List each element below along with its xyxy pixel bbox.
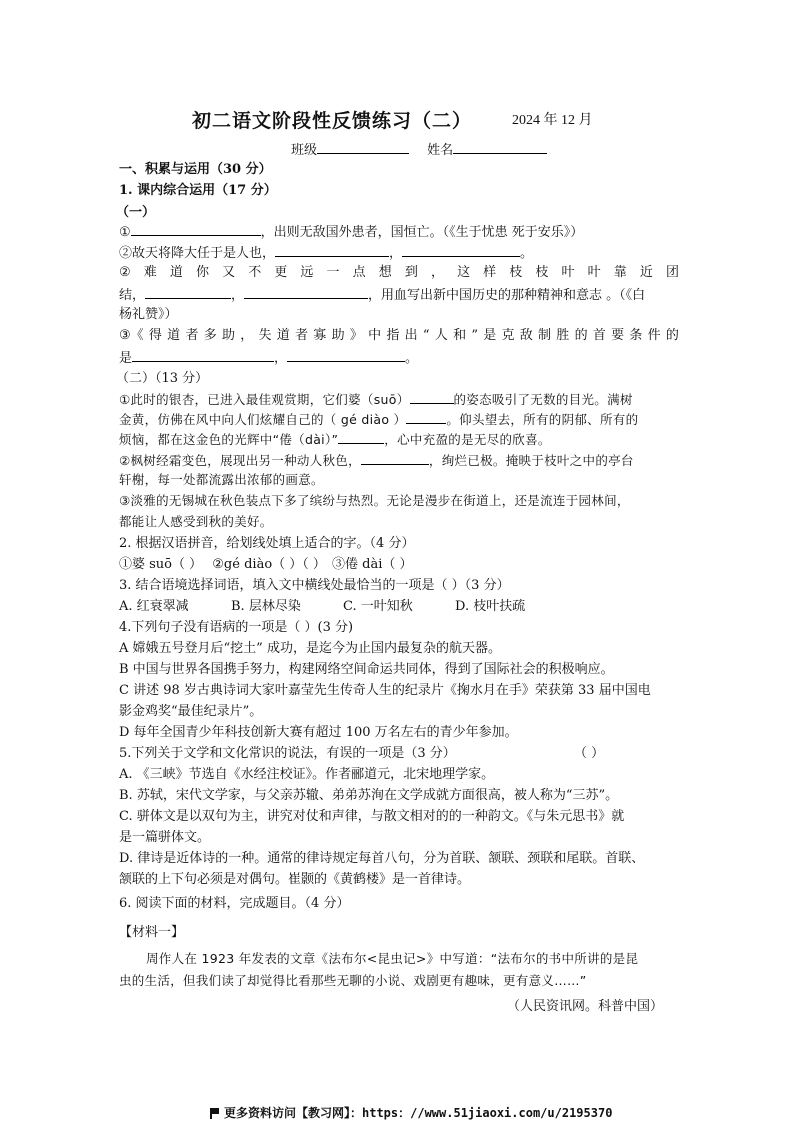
char: 》: [349, 328, 363, 343]
char: 的: [665, 328, 679, 343]
item-3-end: ，用血写出新中国历史的那种精神和意志 。（《白: [368, 288, 646, 303]
passage-text: 烦恼，都在这金色的光辉中“倦（dài）”: [119, 432, 339, 447]
char: 枝: [535, 265, 549, 280]
char: 这: [457, 265, 471, 280]
option-a[interactable]: A. 红衰翠减: [119, 599, 189, 614]
section-heading: 一、积累与运用（30 分）: [119, 162, 272, 177]
material-1-text: 周作人在 1923 年发表的文章《法布尔<昆虫记>》中写道：“法布尔的书中所讲的是昆: [146, 951, 639, 966]
recite-item-2: [119, 243, 679, 263]
option-a[interactable]: A. 《三峡》节选自《水经注校证》。作者郦道元，北宋地理学家。: [119, 767, 495, 782]
char: 枝: [509, 265, 523, 280]
char: 助: [331, 328, 345, 343]
question-1-heading: 1. 课内综合运用（17 分）: [119, 183, 277, 198]
option-b[interactable]: B 中国与世界各国携手努力，构建网络空间命运共同体，得到了国际社会的积极响应。: [119, 662, 614, 677]
char: 出: [404, 328, 418, 343]
char: “: [422, 328, 430, 343]
blank[interactable]: [338, 430, 384, 444]
char: 敌: [519, 328, 533, 343]
question-5: [119, 745, 679, 763]
passage-line: 轩榭，每一处都流露出浓郁的画意。: [119, 472, 324, 487]
blank[interactable]: [275, 243, 389, 257]
passage-line: [119, 430, 679, 449]
char: 不: [248, 265, 262, 280]
char: 到: [404, 265, 418, 280]
option-c-cont: 影金鸡奖“最佳纪录片”。: [119, 704, 263, 719]
class-label: 班级: [291, 143, 318, 158]
option-c[interactable]: C 讲述 98 岁古典诗词大家叶嘉莹先生传奇人生的纪录片《掬水月在手》荣获第 33 届中国电: [119, 683, 651, 698]
char: 要: [611, 328, 625, 343]
item-2-sep: ，: [389, 246, 403, 261]
recite-item-4-line-1: [119, 327, 679, 345]
option-b[interactable]: B. 层林尽染: [231, 599, 301, 614]
item-4-end: 。: [405, 351, 419, 366]
passage-text: ，绚烂已极。掩映于枝叶之中的亭台: [428, 453, 634, 468]
blank[interactable]: [244, 285, 368, 299]
char: 团: [665, 265, 679, 280]
char: 又: [222, 265, 236, 280]
option-d[interactable]: D 每年全国青少年科技创新大赛有超过 100 万名左右的青少年参加。: [119, 725, 518, 740]
footer-text[interactable]: 更多资料访问【教习网】：https：//www.51jiaoxi.com/u/2195370: [224, 1106, 613, 1120]
item-4-sep: ，: [274, 351, 288, 366]
char: 条: [629, 328, 643, 343]
option-d-cont: 颔联的上下句必须是对偶句。崔颢的《黄鹤楼》是一首律诗。: [119, 872, 471, 887]
question-3-options: [119, 598, 679, 616]
blank[interactable]: [131, 222, 261, 236]
char: 一: [326, 265, 340, 280]
char: 靠: [613, 265, 627, 280]
char: 是: [483, 328, 497, 343]
blank[interactable]: [406, 410, 446, 424]
char: 者: [185, 328, 199, 343]
char: 点: [352, 265, 366, 280]
question-2: 2. 根据汉语拼音，给划线处填上适合的字。（4 分）: [119, 536, 415, 551]
char: 多: [203, 328, 217, 343]
char: ，: [240, 328, 254, 343]
option-a[interactable]: A 嫦娥五号登月后“挖土” 成功，是迄今为止国内最复杂的航天器。: [119, 641, 501, 656]
option-b[interactable]: B. 苏轼，宋代文学家，与父亲苏辙、弟弟苏洵在文学成就方面很高，被人称为“三苏”。: [119, 788, 619, 803]
name-label: 姓名: [427, 143, 454, 158]
material-1-source: （人民资讯网。科普中国）: [507, 999, 664, 1014]
char: 远: [300, 265, 314, 280]
question-4: 4.下列句子没有语病的一项是（ ）(3 分): [119, 620, 354, 635]
title-row: [0, 106, 794, 130]
passage-text: ①此时的银杏，已进入最佳观赏期，它们婆（suō）: [119, 392, 410, 407]
material-1-text: 虫的生活，但我们读了却觉得比看那些无聊的小说、戏剧更有趣味，更有意义……”: [119, 973, 587, 988]
exam-date: 2024 年 12 月: [512, 113, 593, 128]
q2-item: ②gé diào（ ）（ ）: [212, 557, 326, 572]
char: ，: [430, 265, 444, 280]
option-c[interactable]: C. 骈体文是以双句为主，讲究对仗和声律，与散文相对的的一种韵文。《与朱元思书》就: [119, 809, 625, 824]
question-3: 3. 结合语境选择词语，填入文中横线处最恰当的一项是（ ）（3 分）: [119, 578, 510, 593]
char: 难: [143, 265, 157, 280]
passage-line: 都能让人感受到秋的美好。: [119, 514, 273, 529]
char: 件: [647, 328, 661, 343]
material-1-label: 【材料一】: [119, 925, 185, 940]
char: 制: [538, 328, 552, 343]
char: 失: [258, 328, 272, 343]
char: 中: [368, 328, 382, 343]
page-title: 初二语文阶段性反馈练习（二）: [192, 110, 473, 132]
answer-paren[interactable]: （ ）: [574, 746, 605, 761]
recite-item-3-line-2: [119, 285, 679, 305]
item-1-text: ，出则无敌国外患者，国恒亡。（《生于忧患 死于安乐》）: [260, 225, 584, 240]
char: 首: [592, 328, 606, 343]
char: 你: [195, 265, 209, 280]
char: 寡: [313, 328, 327, 343]
char: 胜: [556, 328, 570, 343]
passage-line: [119, 390, 679, 409]
item-1-prefix: ①: [119, 225, 131, 240]
question-2-items: [119, 556, 679, 574]
question-6: 6. 阅读下面的材料，完成题目。（4 分）: [119, 896, 350, 911]
blank[interactable]: [410, 390, 454, 404]
char: 道: [167, 328, 181, 343]
char: 样: [483, 265, 497, 280]
blank[interactable]: [145, 285, 231, 299]
q2-item: ③倦 dài（ ）: [332, 557, 413, 572]
recite-item-4-line-2: [119, 348, 679, 368]
char: ②: [119, 265, 131, 280]
char: 克: [501, 328, 515, 343]
item-2-prefix: ②故天将降大任于是人也，: [119, 246, 276, 261]
char: 叶: [561, 265, 575, 280]
item-3-prefix: 结，: [119, 288, 146, 303]
recite-item-3-line-1: [119, 264, 679, 282]
blank[interactable]: [361, 451, 429, 465]
blank[interactable]: [287, 348, 405, 362]
part-1-label: （一）: [116, 205, 156, 220]
passage-text: 的姿态吸引了无数的目光。满树: [453, 392, 633, 407]
char: 近: [639, 265, 653, 280]
passage-text: 。仰头望去，所有的阴郁、所有的: [446, 412, 639, 427]
passage-line: [119, 410, 679, 429]
question-5-text: 5.下列关于文学和文化常识的说法，有误的一项是（3 分）: [119, 746, 456, 761]
char: 者: [295, 328, 309, 343]
option-c-cont: 是一篇骈体文。: [119, 830, 211, 845]
char: 想: [378, 265, 392, 280]
option-d[interactable]: D. 律诗是近体诗的一种。通常的律诗规定每首八句，分为首联、颔联、颈联和尾联。首联、: [119, 851, 645, 866]
option-d[interactable]: D. 枝叶扶疏: [455, 599, 526, 614]
char: 道: [276, 328, 290, 343]
passage-text: 金黄，仿佛在风中向人们炫耀自己的（ gé diào ）: [119, 412, 407, 427]
char: 和: [453, 328, 467, 343]
flag-icon: [210, 1108, 220, 1118]
class-name-row: [291, 140, 794, 160]
recite-item-1: [119, 222, 679, 242]
char: ③《: [119, 328, 144, 343]
recite-item-3-line-3: 杨礼赞》）: [119, 307, 178, 322]
char: 人: [434, 328, 448, 343]
option-c[interactable]: C. 一叶知秋: [343, 599, 413, 614]
item-4-prefix: 是: [119, 351, 133, 366]
char: 的: [574, 328, 588, 343]
char: ”: [471, 328, 478, 343]
char: 指: [386, 328, 400, 343]
passage-line: [119, 451, 679, 470]
item-2-end: 。: [520, 246, 534, 261]
passage-text: ②枫树经霜变色，展现出另一种动人秋色，: [119, 453, 361, 468]
footer-link[interactable]: [210, 1104, 612, 1121]
passage-text: ，心中充盈的是无尽的欣喜。: [384, 432, 551, 447]
blank[interactable]: [402, 243, 520, 257]
char: 助: [221, 328, 235, 343]
char: 道: [169, 265, 183, 280]
blank[interactable]: [132, 348, 274, 362]
char: 得: [148, 328, 162, 343]
q2-item: ①婆 suō（ ）: [119, 557, 203, 572]
char: 更: [274, 265, 288, 280]
passage-line: ③淡雅的无锡城在秋色装点下多了缤纷与热烈。无论是漫步在街道上，还是流连于园林间，: [119, 493, 630, 508]
char: 叶: [587, 265, 601, 280]
item-3-sep: ，: [231, 288, 245, 303]
class-blank[interactable]: [317, 140, 409, 154]
name-blank[interactable]: [453, 140, 547, 154]
part-2-label: （二）（13 分）: [116, 371, 209, 386]
